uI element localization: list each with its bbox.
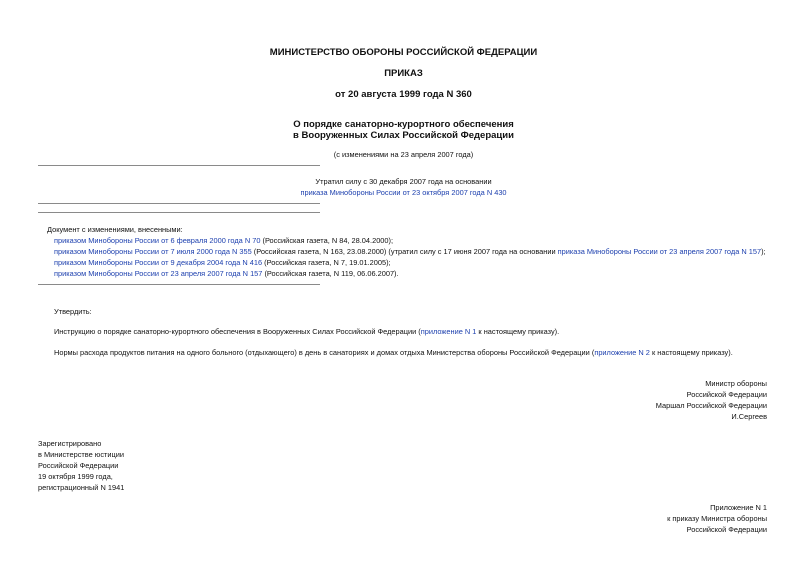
signature-block	[656, 378, 767, 422]
appendix-1-link[interactable]: приложение N 1	[420, 327, 477, 336]
divider	[38, 165, 320, 166]
appendix-line-2: к приказу Министра обороны	[667, 514, 767, 523]
change-order-link[interactable]: приказом Минобороны России от 23 апреля 2007 года N 157	[54, 269, 263, 278]
list-item	[54, 235, 393, 246]
document-date-number: от 20 августа 1999 года N 360	[335, 89, 472, 100]
approve-item-1-tail: к настоящему приказу).	[476, 327, 560, 336]
amendments-note: (с изменениями на 23 апреля 2007 года)	[333, 150, 474, 159]
ministry-title: МИНИСТЕРСТВО ОБОРОНЫ РОССИЙСКОЙ ФЕДЕРАЦИИ	[269, 47, 538, 58]
change-order-link[interactable]: приказом Минобороны России от 6 февраля 2000 года N 70	[54, 236, 261, 245]
approve-item-1-text: Инструкцию о порядке санаторно-курортного обеспечения в Вооруженных Силах Российской Федерации (	[54, 327, 421, 336]
appendix-header	[667, 502, 767, 535]
list-item	[54, 246, 766, 257]
change-order-source: (Российская газета, N 119, 06.06.2007).	[262, 269, 399, 278]
change-order-source: (Российская газета, N 7, 19.01.2005);	[262, 258, 391, 267]
expired-link-line	[0, 187, 807, 198]
approve-item-2-text: Нормы расхода продуктов питания на одного больного (отдыхающего) в день в санаториях и домах отдыха Министерства обороны Российской Федерации (	[54, 348, 595, 357]
signature-line-1: Министр обороны	[705, 379, 767, 388]
registration-block	[38, 438, 124, 493]
divider	[38, 203, 320, 204]
approve-item-2	[54, 347, 733, 358]
approve-item-1	[54, 326, 559, 337]
change-order-link[interactable]: приказом Минобороны России от 9 декабря 2004 года N 416	[54, 258, 263, 267]
appendix-2-link[interactable]: приложение N 2	[594, 348, 650, 357]
list-item	[54, 268, 399, 279]
divider	[38, 212, 320, 213]
list-item	[54, 257, 391, 268]
signature-line-4: И.Сергеев	[731, 412, 767, 421]
approve-item-2-tail: к настоящему приказу).	[649, 348, 733, 357]
appendix-line-1: Приложение N 1	[710, 503, 767, 512]
document-type: ПРИКАЗ	[384, 68, 423, 79]
registration-line-3: Российской Федерации	[38, 461, 119, 470]
document-title-line-1: О порядке санаторно-курортного обеспечения	[293, 119, 514, 130]
changes-intro: Документ с изменениями, внесенными:	[47, 225, 183, 234]
change-order-source: (Российская газета, N 163, 23.08.2000) (утратил силу с 17 июня 2007 года на основании	[251, 247, 558, 256]
change-order-source: (Российская газета, N 84, 28.04.2000);	[260, 236, 394, 245]
signature-line-3: Маршал Российской Федерации	[655, 401, 767, 410]
signature-line-2: Российской Федерации	[686, 390, 767, 399]
registration-line-4: 19 октября 1999 года,	[38, 472, 113, 481]
expired-text: Утратил силу с 30 декабря 2007 года на основании	[315, 177, 492, 186]
registration-line-5: регистрационный N 1941	[38, 483, 125, 492]
registration-line-1: Зарегистрировано	[38, 439, 102, 448]
registration-line-2: в Министерстве юстиции	[38, 450, 125, 459]
expired-order-link[interactable]: приказа Минобороны России от 23 октября 2007 года N 430	[300, 188, 507, 197]
repeal-order-link[interactable]: приказа Минобороны России от 23 апреля 2007 года N 157	[557, 247, 762, 256]
approve-label: Утвердить:	[54, 307, 92, 316]
divider	[38, 284, 320, 285]
document-title-line-2: в Вооруженных Силах Российской Федерации	[293, 130, 514, 141]
change-order-link[interactable]: приказом Минобороны России от 7 июля 2000 года N 355	[54, 247, 252, 256]
change-order-tail: );	[761, 247, 766, 256]
appendix-line-3: Российской Федерации	[686, 525, 767, 534]
